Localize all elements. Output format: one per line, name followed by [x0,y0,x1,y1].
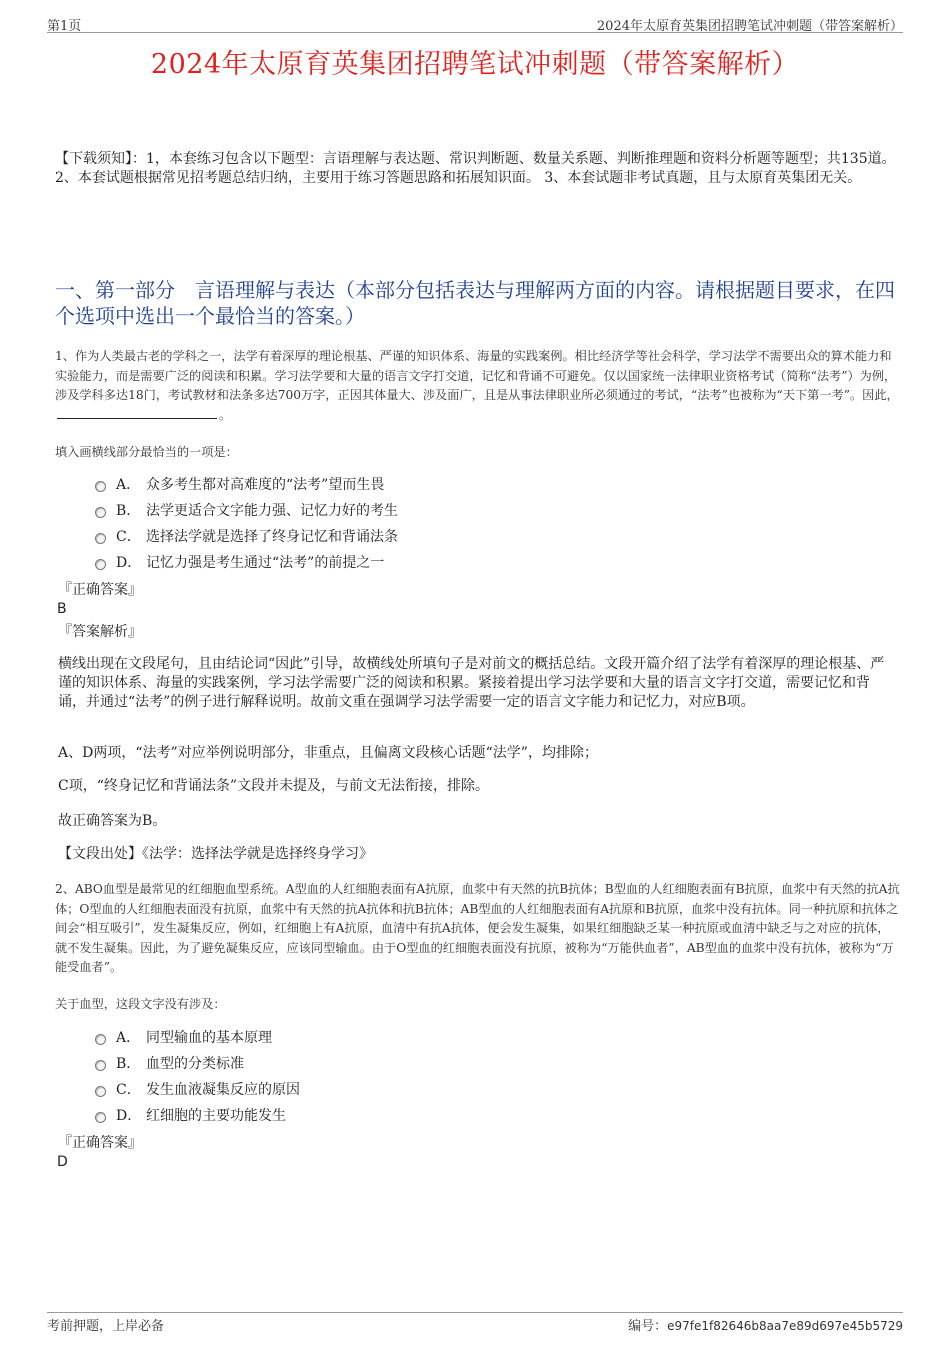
option-c[interactable]: C． 发生血液凝集反应的原因 [95,1077,300,1103]
radio-icon[interactable] [95,533,106,544]
option-d[interactable]: D． 红细胞的主要功能发生 [95,1103,300,1129]
page-number: 第1页 [47,19,82,34]
download-notice: 【下载须知】：1，本套练习包含以下题型：言语理解与表达题、常识判断题、数量关系题、判断推理题和资料分析题等题型；共135道。 2、本套试题根据常见招考题总结归纳，主要用于练习答题思路和拓展知识面。 3、本套试题非考试真题，且与太原育英集团无关。 [55,151,896,186]
question-1-prompt: 填入画横线部分最恰当的一项是： [55,445,238,459]
question-1-body: 1、作为人类最古老的学科之一，法学有着深厚的理论根基、严谨的知识体系、海量的实践案例。相比经济学等社会科学，学习法学不需要出众的算术能力和实验能力，而是需要广泛的阅读和积累。学习法学要和大量的语言文字打交道，记忆和背诵不可避免。仅以国家统一法律职业资格考试（简称“法考”）为例，涉及学科多达18门，考试教材和法条多达700万字，正因其体量大、涉及面广，且是从事法律职业所必须通过的考试，“法考”也被称为“天下第一考”。因此， [55,349,899,402]
document-title: 2024年太原育英集团招聘笔试冲刺题（带答案解析） [150,49,800,80]
option-c[interactable]: C． 选择法学就是选择了终身记忆和背诵法条 [95,524,398,550]
analysis-label: 『答案解析』 [58,624,142,640]
analysis-paragraph: A、D两项，“法考”对应举例说明部分，非重点，且偏离文段核心话题“法学”，均排除； [58,745,598,761]
question-1-options [95,472,398,576]
radio-icon[interactable] [95,481,106,492]
analysis-paragraph: C项，“终身记忆和背诵法条”文段并未提及，与前文无法衔接，排除。 [58,778,490,794]
question-2-prompt: 关于血型，这段文字没有涉及： [55,997,226,1011]
question-1-text [55,347,900,425]
option-a[interactable]: A． 同型输血的基本原理 [95,1025,300,1051]
option-a[interactable]: A． 众多考生都对高难度的“法考”望而生畏 [95,472,398,498]
option-b[interactable]: B． 法学更适合文字能力强、记忆力好的考生 [95,498,398,524]
radio-icon[interactable] [95,1060,106,1071]
radio-icon[interactable] [95,559,106,570]
answer-label: 『正确答案』 [58,582,142,598]
answer-label: 『正确答案』 [58,1135,142,1151]
question-1-end: 。 [219,407,232,422]
header-doc-title: 2024年太原育英集团招聘笔试冲刺题（带答案解析） [596,19,903,34]
radio-icon[interactable] [95,1112,106,1123]
section-heading: 一、第一部分 言语理解与表达（本部分包括表达与理解两方面的内容。请根据题目要求，在四个选项中选出一个最恰当的答案。） [55,278,895,328]
fill-blank [57,406,217,419]
option-b[interactable]: B． 血型的分类标准 [95,1051,300,1077]
footer-code: 编号：e97fe1f82646b8aa7e89d697e45b5729 [628,1319,903,1334]
page-footer [47,1312,903,1333]
footer-slogan: 考前押题，上岸必备 [47,1319,165,1334]
correct-answer: B [57,601,67,617]
radio-icon[interactable] [95,1034,106,1045]
source-citation: 【文段出处】《法学：选择法学就是选择终身学习》 [58,846,373,862]
radio-icon[interactable] [95,1086,106,1097]
correct-answer: D [57,1154,68,1170]
analysis-paragraph: 横线出现在文段尾句，且由结论词“因此”引导，故横线处所填句子是对前文的概括总结。文段开篇介绍了法学有着深厚的理论根基、严谨的知识体系、海量的实践案例，学习法学需要广泛的阅读和积累。紧接着提出学习法学要和大量的语言文字打交道，需要记忆和背诵，并通过“法考”的例子进行解释说明。故前文重在强调学习法学需要一定的语言文字能力和记忆力，对应B项。 [58,656,885,710]
question-2-options [95,1025,300,1129]
page-header [47,14,903,33]
radio-icon[interactable] [95,507,106,518]
analysis-conclusion: 故正确答案为B。 [58,813,167,829]
question-2-text: 2、ABO血型是最常见的红细胞血型系统。A型血的人红细胞表面有A抗原，血浆中有天然的抗B抗体；B型血的人红细胞表面有B抗原，血浆中有天然的抗A抗体；O型血的人红细胞表面没有抗原，血浆中有天然的抗A抗体和抗B抗体；AB型血的人红细胞表面有A抗原和B抗原，血浆中没有抗体。同一种抗原和抗体之间会“相互吸引”，发生凝集反应，例如，红细胞上有A抗原，血清中有抗A抗体，便会发生凝集，如果红细胞缺乏某一种抗原或血清中缺乏与之对应的抗体，就不发生凝集。因此，为了避免凝集反应，应该同型输血。由于O型血的红细胞表面没有抗原，被称为“万能供血者”，AB型血的血浆中没有抗体，被称为“万能受血者”。 [55,882,900,974]
option-d[interactable]: D． 记忆力强是考生通过“法考”的前提之一 [95,550,398,576]
